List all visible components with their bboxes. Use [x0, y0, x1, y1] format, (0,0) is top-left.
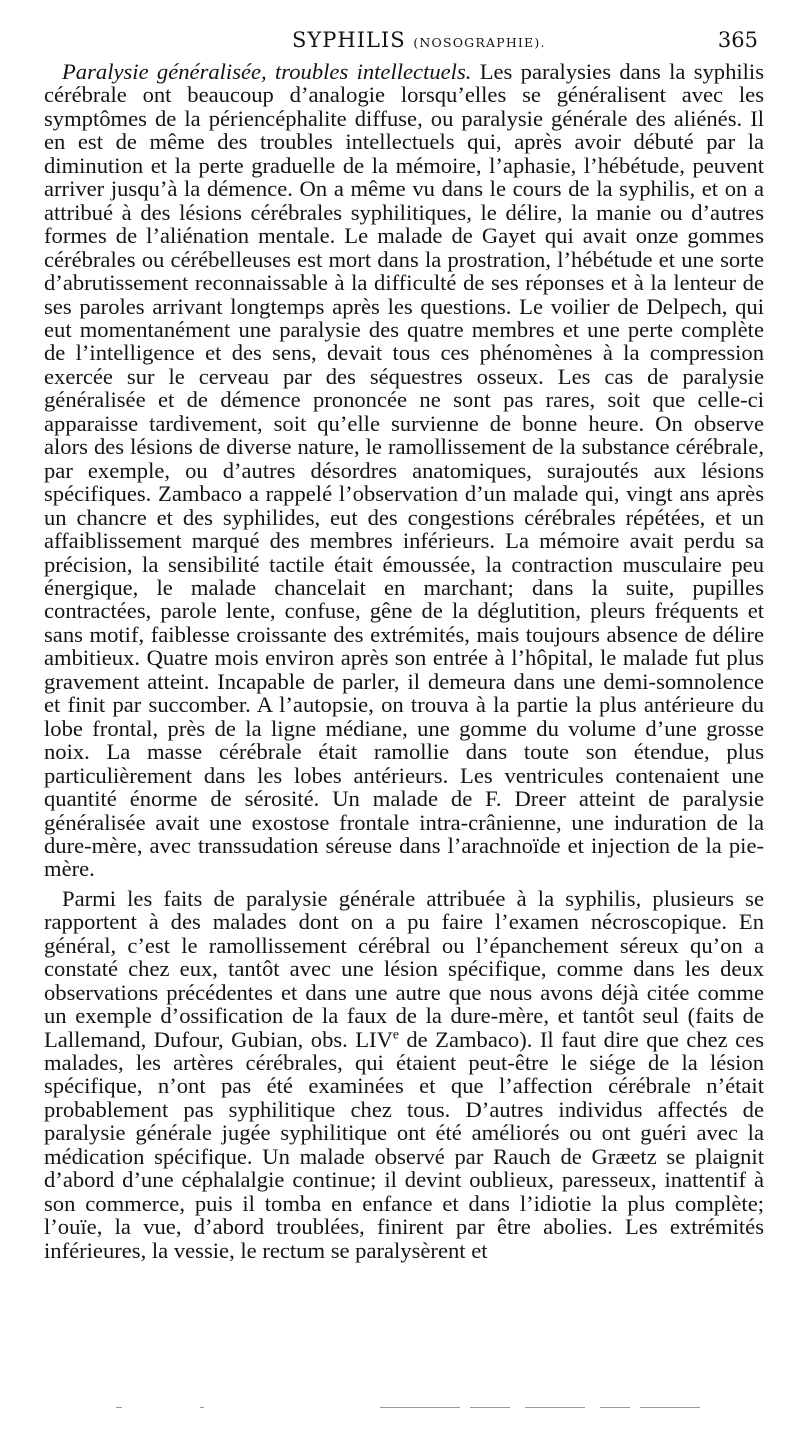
scan-mark: [600, 1407, 630, 1408]
scan-mark: [380, 1407, 460, 1408]
superscript: e: [392, 1026, 399, 1042]
running-title-subtitle: (NOSOGRAPHIE).: [413, 35, 546, 50]
running-head: [0, 26, 800, 56]
page-bottom-marks: [0, 1400, 800, 1420]
scan-mark: [640, 1407, 700, 1408]
paragraph-text: Les paralysies dans la syphilis cérébrale ont beaucoup d’analogie lorsqu’elles se généralisent avec les symptômes de la périencéphalite diffuse, ou paralysie générale des aliénés. Il en est de même des troubles intellectuels qui, après avoir débuté par la diminution et la perte graduelle de la mémoire, l’aphasie, l’hébétude, peuvent arriver jusqu’à la démence. On a même vu dans le cours de la syphilis, et on a attribué à des lésions cérébrales syphilitiques, le délire, la manie ou d’autres formes de l’aliénation mentale. Le malade de Gayet qui avait onze gommes cérébrales ou cérébelleuses est mort dans la prostration, l’hébétude et une sorte d’abrutissement reconnaissable à la difficulté de ses réponses et à la lenteur de ses paroles arrivant longtemps après les questions. Le voilier de Delpech, qui eut momentanément une paralysie des quatre membres et une perte complète de l’intelligence et des sens, devait tous ces phénomènes à la compression exercée sur le cerveau par des séquestres osseux. Les cas de paralysie généralisée et de démence prononcée ne sont pas rares, soit que celle-ci apparaisse tardivement, soit qu’elle survienne de bonne heure. On observe alors des lésions de diverse nature, le ramollissement de la substance cérébrale, par exemple, ou d’autres désordres anatomiques, surajoutés aux lésions spécifiques. Zambaco a rappelé l’observation d’un malade qui, vingt ans après un chancre et des syphilides, eut des congestions cérébrales répétées, et un affaiblissement marqué des membres inférieurs. La mémoire avait perdu sa précision, la sensibilité tactile était émoussée, la contraction musculaire peu énergique, le malade chancelait en marchant; dans la suite, pupilles contractées, parole lente, confuse, gêne de la déglutition, pleurs fréquents et sans motif, faiblesse croissante des extrémités, mais toujours absence de délire ambitieux. Quatre mois environ après son entrée à l’hôpital, le malade fut plus gravement atteint. Incapable de parler, il demeura dans une demi-somnolence et finit par succomber. A l’autopsie, on trouva à la partie la plus antérieure du lobe frontal, près de la ligne médiane, une gomme du volume d’une grosse noix. La masse cérébrale était ramollie dans toute son étendue, plus particulièrement dans les lobes antérieurs. Les ventricules contenaient une quantité énorme de sérosité. Un malade de F. Dreer atteint de paralysie généralisée avait une exostose frontale intra-crânienne, une induration de la dure-mère, avec transsudation séreuse dans l’arachnoïde et injection de la pie-mère.: [44, 59, 765, 882]
paragraph-text: de Zambaco). Il faut dire que chez ces malades, les artères cérébrales, qui étaient peut-être le siége de la lésion spécifique, n’ont pas été examinées et que l’affection cérébrale n’était probablement pas syphilitique chez tous. D’autres individus affectés de paralysie générale jugée syphilitique ont été améliorés ou ont guéri avec la médication spécifique. Un malade observé par Rauch de Græetz se plaignit d’abord d’une céphalalgie continue; il devint oublieux, paresseux, inattentif à son commerce, puis il tomba en enfance et dans l’idiotie la plus complète; l’ouïe, la vue, d’abord troublées, finirent par être abolies. Les extrémités inférieures, la vessie, le rectum se paralysèrent et: [44, 1026, 764, 1263]
scan-mark: [470, 1407, 510, 1408]
paragraph-text: Parmi les faits de paralysie générale attribuée à la syphilis, plusieurs se rapportent à des malades dont on a pu faire l’examen nécroscopique. En général, c’est le ramollissement cérébral ou l’épanchement séreux qu’on a constaté chez eux, tantôt avec une lésion spécifique, comme dans les deux observations précédentes et dans une autre que nous avons déjà citée comme un exemple d’ossification de la faux de la dure-mère, et tantôt seul (faits de Lallemand, Dufour, Gubian, obs. LIV: [44, 885, 764, 1052]
scan-mark: [200, 1407, 204, 1408]
running-title: [292, 28, 546, 52]
scan-mark: [116, 1407, 122, 1408]
page-number: 365: [717, 28, 758, 52]
paragraph: [44, 60, 764, 881]
paragraph: [44, 887, 764, 1262]
running-title-main: SYPHILIS: [292, 28, 406, 52]
scan-mark: [525, 1407, 585, 1408]
body-text: [44, 60, 764, 1262]
section-lead-title: Paralysie généralisée, troubles intellectuels.: [62, 59, 472, 84]
